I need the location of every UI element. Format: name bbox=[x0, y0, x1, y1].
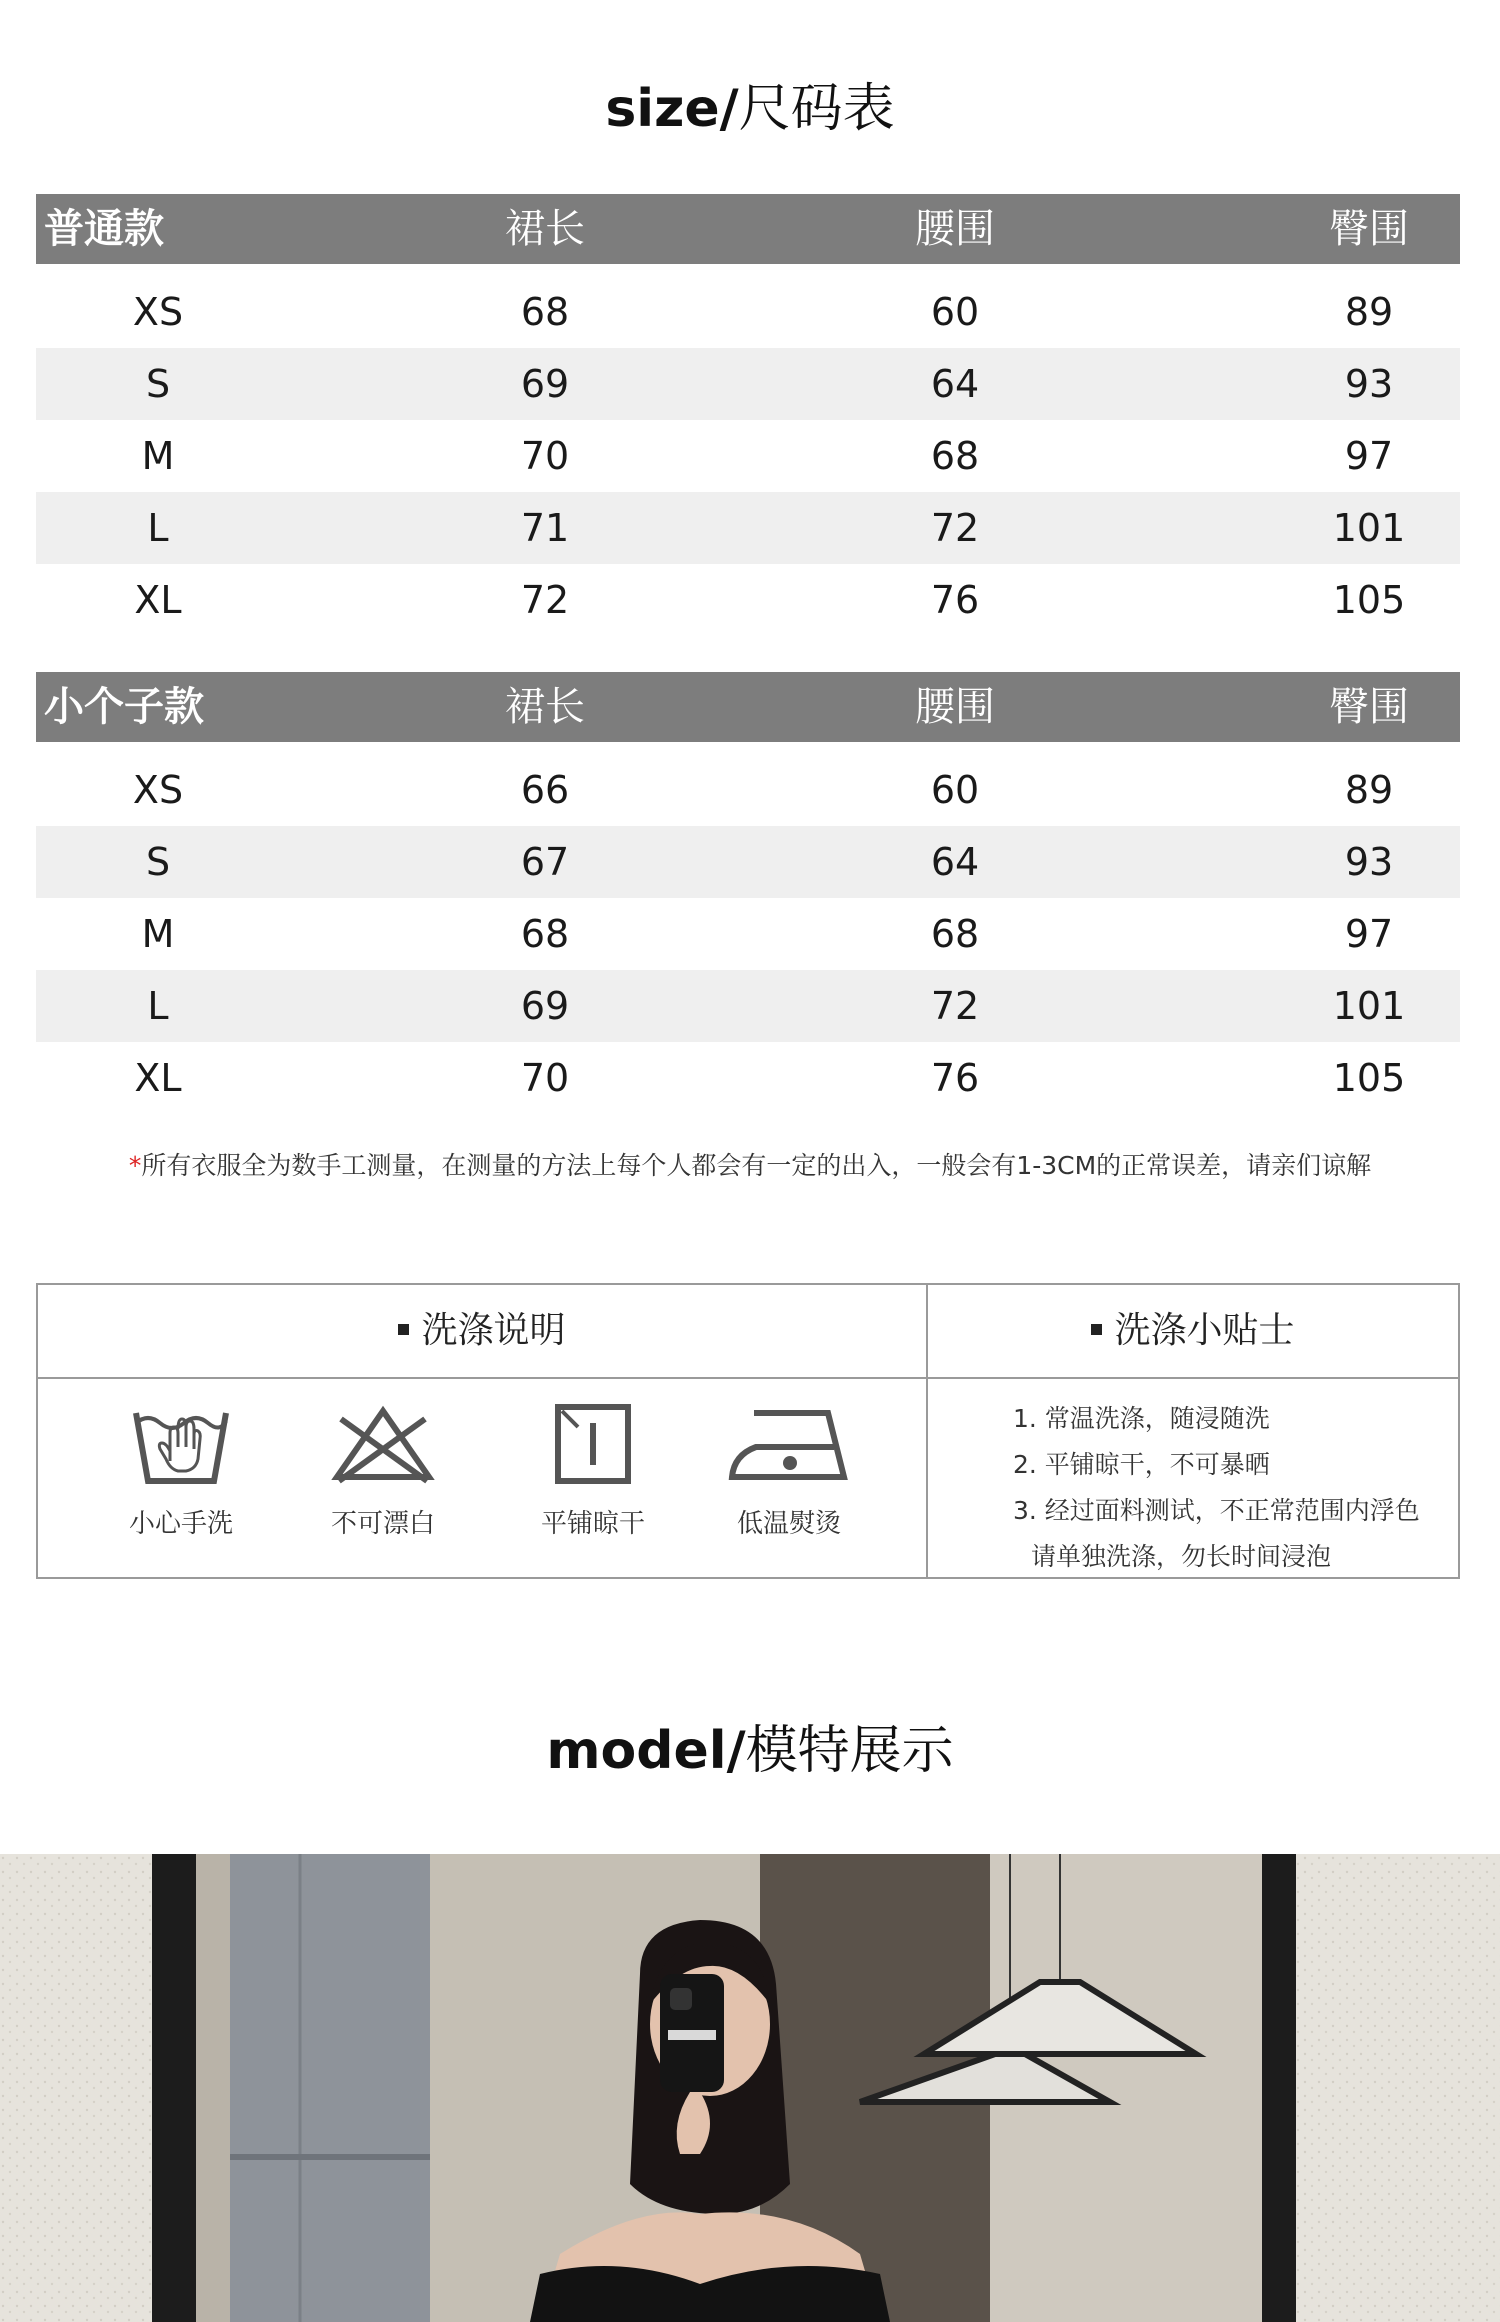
table-row bbox=[36, 492, 1460, 564]
hip-cell: 93 bbox=[1344, 840, 1394, 884]
hip-cell: 101 bbox=[1332, 506, 1406, 550]
size-cell: XL bbox=[134, 1056, 182, 1100]
hip-cell: 105 bbox=[1332, 1056, 1406, 1100]
divider bbox=[38, 1377, 1458, 1379]
length-cell: 71 bbox=[520, 506, 570, 550]
no-bleach-icon bbox=[323, 1399, 443, 1489]
table-row bbox=[36, 276, 1460, 348]
waist-cell: 60 bbox=[930, 768, 980, 812]
header-cell: 臀围 bbox=[1329, 206, 1409, 252]
size-cell: M bbox=[141, 434, 175, 478]
care-symbol-no-bleach: 不可漂白 bbox=[288, 1399, 478, 1540]
header-cell: 腰围 bbox=[915, 206, 995, 252]
waist-cell: 68 bbox=[930, 434, 980, 478]
waist-cell: 64 bbox=[930, 362, 980, 406]
length-cell: 66 bbox=[520, 768, 570, 812]
size-cell: XL bbox=[134, 578, 182, 622]
size-cell: XS bbox=[132, 290, 184, 334]
hand-wash-icon bbox=[126, 1399, 236, 1489]
list-item: 3. 经过面料测试，不正常范围内浮色 bbox=[1013, 1496, 1420, 1525]
hip-cell: 89 bbox=[1344, 768, 1394, 812]
hip-cell: 101 bbox=[1332, 984, 1406, 1028]
hip-cell: 97 bbox=[1344, 434, 1394, 478]
waist-cell: 72 bbox=[930, 506, 980, 550]
bullet-square-icon bbox=[1091, 1324, 1102, 1335]
table-row bbox=[36, 754, 1460, 826]
waist-cell: 72 bbox=[930, 984, 980, 1028]
care-instructions-box bbox=[36, 1283, 1460, 1579]
bullet-square-icon bbox=[398, 1324, 409, 1335]
size-cell: XS bbox=[132, 768, 184, 812]
size-cell: S bbox=[145, 362, 171, 406]
waist-cell: 68 bbox=[930, 912, 980, 956]
size-cell: S bbox=[145, 840, 171, 884]
hip-cell: 97 bbox=[1344, 912, 1394, 956]
waist-cell: 64 bbox=[930, 840, 980, 884]
flat-dry-icon bbox=[548, 1399, 638, 1489]
care-symbol-flat-dry: 平铺晾干 bbox=[498, 1399, 688, 1540]
list-item: 请单独洗涤，勿长时间浸泡 bbox=[1031, 1542, 1332, 1571]
table-row bbox=[36, 826, 1460, 898]
size-table-regular bbox=[36, 194, 1460, 636]
care-tips-list bbox=[1013, 1396, 1453, 1580]
model-photo-illustration bbox=[0, 1854, 1500, 2322]
size-cell: L bbox=[147, 506, 169, 550]
waist-cell: 76 bbox=[930, 1056, 980, 1100]
measurement-note: *所有衣服全为数手工测量，在测量的方法上每个人都会有一定的出入，一般会有1-3CM的正常误差，请亲们谅解 bbox=[128, 1151, 1372, 1180]
size-chart-title: size/尺码表 bbox=[605, 79, 895, 139]
table-header bbox=[36, 672, 1460, 742]
length-cell: 68 bbox=[520, 912, 570, 956]
size-table-petite bbox=[36, 672, 1460, 1114]
care-symbol-low-iron: 低温熨烫 bbox=[694, 1399, 884, 1540]
header-cell: 普通款 bbox=[44, 206, 164, 252]
length-cell: 70 bbox=[520, 1056, 570, 1100]
waist-cell: 60 bbox=[930, 290, 980, 334]
waist-cell: 76 bbox=[930, 578, 980, 622]
length-cell: 69 bbox=[520, 984, 570, 1028]
list-item: 1. 常温洗涤，随浸随洗 bbox=[1013, 1404, 1270, 1433]
size-cell: M bbox=[141, 912, 175, 956]
header-cell: 臀围 bbox=[1329, 684, 1409, 730]
table-row bbox=[36, 1042, 1460, 1114]
low-iron-icon bbox=[724, 1399, 854, 1489]
length-cell: 69 bbox=[520, 362, 570, 406]
model-photo bbox=[0, 1854, 1500, 2322]
table-row bbox=[36, 420, 1460, 492]
header-cell: 腰围 bbox=[915, 684, 995, 730]
header-cell: 裙长 bbox=[505, 206, 585, 252]
table-row bbox=[36, 564, 1460, 636]
care-tips-title: 洗涤小贴士 bbox=[928, 1285, 1458, 1377]
table-row bbox=[36, 348, 1460, 420]
size-cell: L bbox=[147, 984, 169, 1028]
care-title: 洗涤说明 bbox=[38, 1285, 926, 1377]
length-cell: 68 bbox=[520, 290, 570, 334]
care-symbol-hand-wash: 小心手洗 bbox=[86, 1399, 276, 1540]
table-header bbox=[36, 194, 1460, 264]
table-row bbox=[36, 970, 1460, 1042]
length-cell: 72 bbox=[520, 578, 570, 622]
list-item: 2. 平铺晾干，不可暴晒 bbox=[1013, 1450, 1270, 1479]
hip-cell: 89 bbox=[1344, 290, 1394, 334]
hip-cell: 93 bbox=[1344, 362, 1394, 406]
length-cell: 70 bbox=[520, 434, 570, 478]
hip-cell: 105 bbox=[1332, 578, 1406, 622]
header-cell: 小个子款 bbox=[44, 684, 204, 730]
model-display-title: model/模特展示 bbox=[546, 1721, 954, 1781]
header-cell: 裙长 bbox=[505, 684, 585, 730]
table-row bbox=[36, 898, 1460, 970]
length-cell: 67 bbox=[520, 840, 570, 884]
